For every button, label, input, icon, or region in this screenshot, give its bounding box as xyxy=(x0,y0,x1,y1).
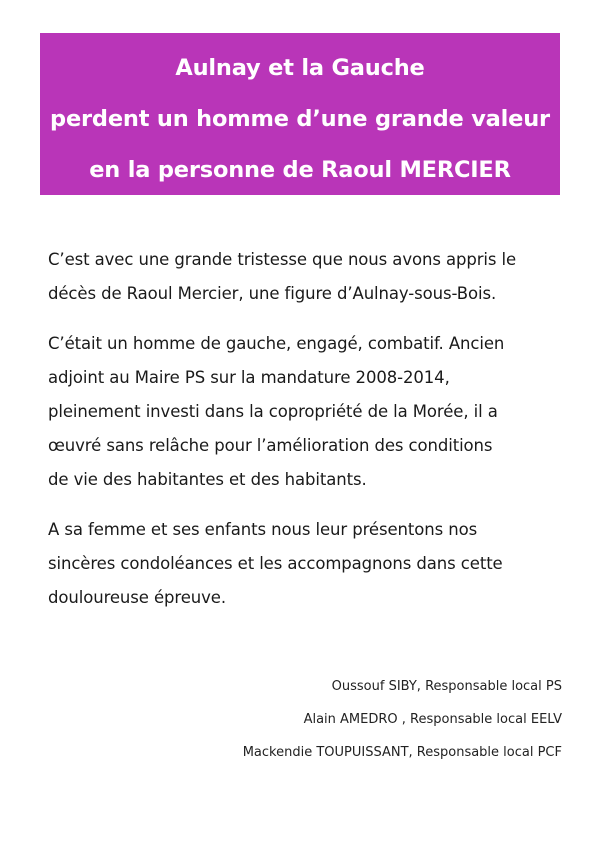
paragraph-line: A sa femme et ses enfants nous leur présentons nos xyxy=(48,520,478,539)
paragraph-line: C’était un homme de gauche, engagé, combatif. Ancien xyxy=(48,334,505,353)
paragraph-biography xyxy=(48,327,568,497)
paragraph-line: adjoint au Maire PS sur la mandature 2008-2014, xyxy=(48,368,450,387)
paragraph-line: pleinement investi dans la copropriété de la Morée, il a xyxy=(48,402,498,421)
paragraph-condolences xyxy=(48,513,568,615)
tribute-text xyxy=(48,243,568,631)
paragraph-announcement xyxy=(48,243,568,311)
paragraph-line: douloureuse épreuve. xyxy=(48,588,227,607)
signature-eelv: Alain AMEDRO , Responsable local EELV xyxy=(303,712,562,727)
signature-ps: Oussouf SIBY, Responsable local PS xyxy=(331,679,562,694)
title-banner xyxy=(40,33,560,195)
paragraph-line: œuvré sans relâche pour l’amélioration des conditions xyxy=(48,436,493,455)
banner-title-line-3: en la personne de Raoul MERCIER xyxy=(89,157,511,183)
signature-pcf: Mackendie TOUPUISSANT, Responsable local PCF xyxy=(242,745,562,760)
paragraph-line: décès de Raoul Mercier, une figure d’Aulnay-sous-Bois. xyxy=(48,284,497,303)
banner-title-line-2: perdent un homme d’une grande valeur xyxy=(50,106,550,132)
banner-title-line-1: Aulnay et la Gauche xyxy=(175,55,425,81)
paragraph-line: sincères condoléances et les accompagnons dans cette xyxy=(48,554,503,573)
paragraph-line: C’est avec une grande tristesse que nous avons appris le xyxy=(48,250,517,269)
signature-block xyxy=(243,670,562,769)
paragraph-line: de vie des habitantes et des habitants. xyxy=(48,470,367,489)
